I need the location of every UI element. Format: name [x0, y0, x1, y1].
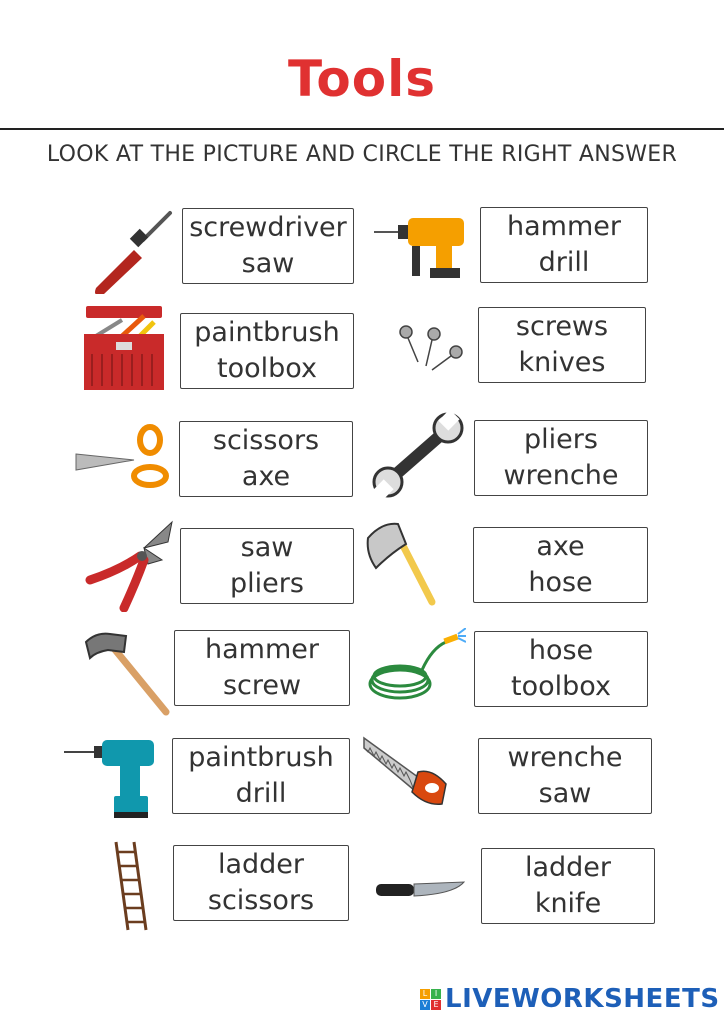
option-toolbox[interactable]: toolbox [217, 353, 317, 384]
answer-box-5 [179, 421, 353, 497]
answer-box-14 [481, 848, 655, 924]
option-ladder[interactable]: ladder [217, 849, 305, 880]
option-wrenche[interactable]: wrenche [503, 460, 619, 491]
option-hose[interactable]: hose [528, 635, 594, 666]
screws-icon [396, 322, 466, 374]
saw-icon [362, 732, 452, 810]
answer-box-8 [473, 527, 648, 603]
instructions: LOOK AT THE PICTURE AND CIRCLE THE RIGHT ANSWER [46, 142, 678, 167]
option-drill[interactable]: drill [235, 778, 287, 809]
option-axe[interactable]: axe [241, 461, 291, 492]
pliers-icon [84, 520, 176, 612]
wrench-icon [372, 412, 464, 498]
answer-box-7 [180, 528, 354, 604]
scissors-icon [72, 424, 170, 490]
option-knife[interactable]: knife [534, 888, 602, 919]
answer-box-11 [172, 738, 350, 814]
liveworksheets-logo[interactable] [420, 984, 720, 1014]
screwdriver-icon [88, 210, 178, 294]
answer-box-10 [474, 631, 648, 707]
hose-icon [366, 628, 466, 704]
knife-icon [374, 876, 466, 900]
hammer-drill-icon [374, 210, 470, 280]
option-paintbrush[interactable]: paintbrush [188, 742, 334, 773]
answer-box-3 [180, 313, 354, 389]
answer-box-13 [173, 845, 349, 921]
option-paintbrush[interactable]: paintbrush [194, 317, 340, 348]
option-scissors[interactable]: scissors [212, 425, 320, 456]
option-screws[interactable]: screws [515, 311, 609, 342]
option-knives[interactable]: knives [518, 347, 606, 378]
option-axe[interactable]: axe [536, 531, 585, 562]
answer-box-12 [478, 738, 652, 814]
answer-box-1 [182, 208, 354, 284]
option-drill[interactable]: drill [538, 247, 590, 278]
option-hammer[interactable]: hammer [205, 634, 319, 665]
answer-box-9 [174, 630, 350, 706]
title-divider [0, 128, 724, 130]
worksheet-title: Tools [287, 50, 437, 108]
answer-box-6 [474, 420, 648, 496]
toolbox-icon [82, 304, 168, 392]
option-pliers[interactable]: pliers [524, 424, 598, 455]
option-hammer[interactable]: hammer [507, 211, 621, 242]
option-toolbox[interactable]: toolbox [511, 671, 611, 702]
option-saw[interactable]: saw [538, 778, 592, 809]
logo-mark-icon: L I V E [420, 989, 441, 1010]
option-saw[interactable]: saw [241, 248, 295, 279]
answer-box-4 [478, 307, 646, 383]
option-saw[interactable]: saw [240, 532, 294, 563]
brand-name: LIVEWORKSHEETS [445, 984, 720, 1014]
option-screw[interactable]: screw [222, 670, 302, 701]
option-pliers[interactable]: pliers [230, 568, 304, 599]
option-ladder[interactable]: ladder [524, 852, 612, 883]
cordless-drill-icon [64, 736, 160, 822]
ladder-icon [110, 840, 154, 932]
option-hose[interactable]: hose [528, 567, 593, 598]
hammer-icon [82, 632, 172, 716]
axe-icon [366, 516, 442, 608]
option-screwdriver[interactable]: screwdriver [189, 212, 347, 243]
option-scissors[interactable]: scissors [207, 885, 315, 916]
answer-box-2 [480, 207, 648, 283]
option-wrenche[interactable]: wrenche [507, 742, 623, 773]
